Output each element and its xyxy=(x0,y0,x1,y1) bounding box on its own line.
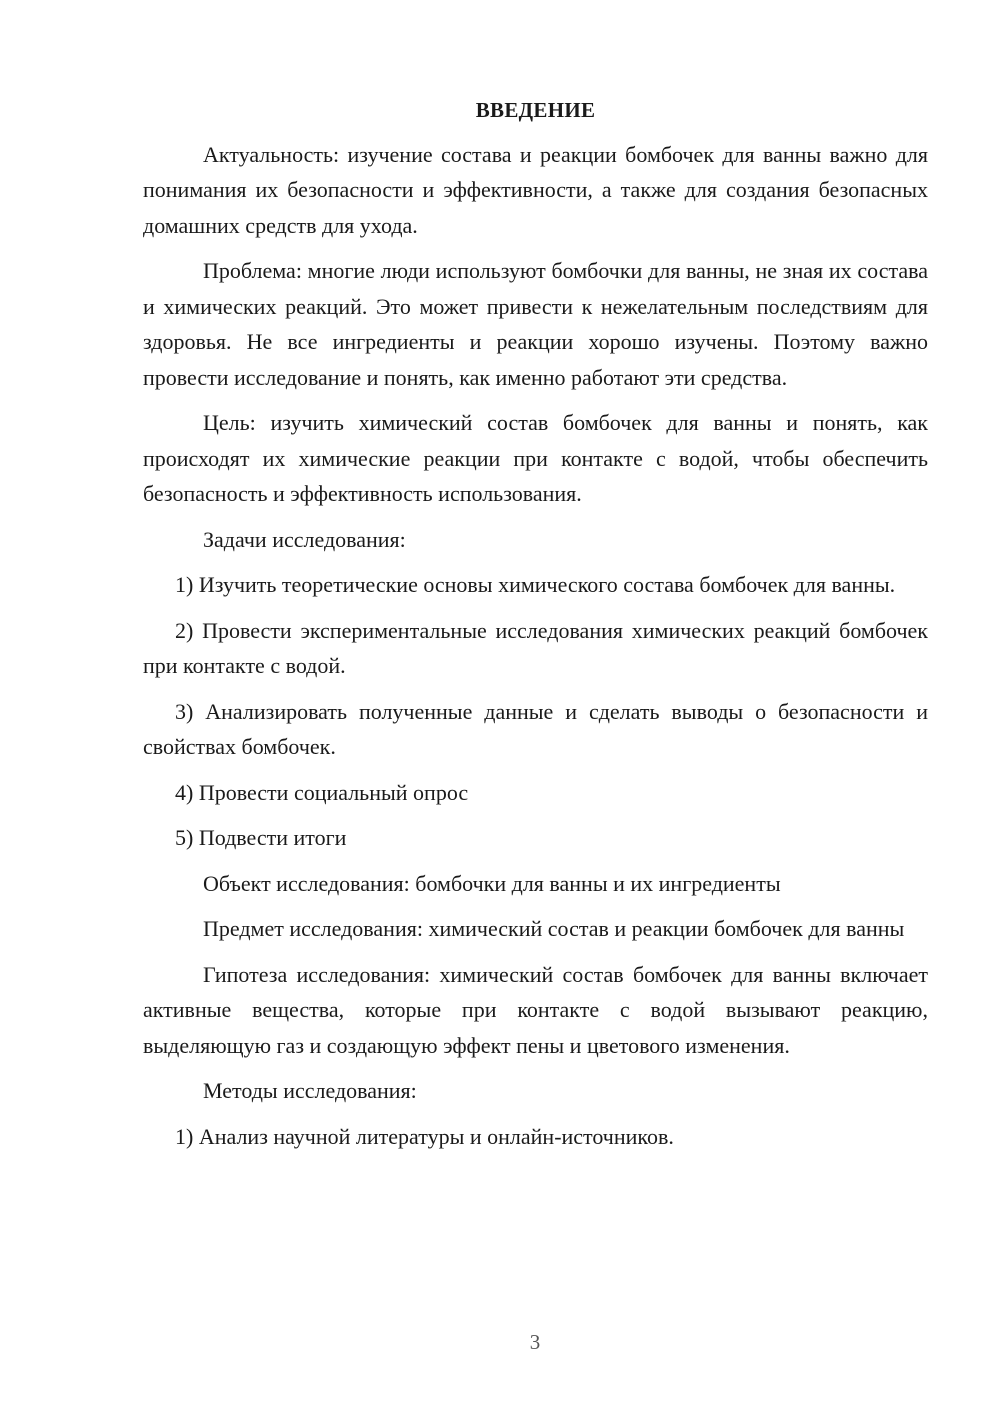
page-number: 3 xyxy=(529,1330,541,1354)
task-item-3: 3) Анализировать полученные данные и сделать выводы о безопасности и свойствах бомбочек. xyxy=(143,698,928,759)
page-title: ВВЕДЕНИЕ xyxy=(475,98,596,122)
task-item-1: 1) Изучить теоретические основы химического состава бомбочек для ванны. xyxy=(175,572,896,597)
methods-heading: Методы исследования: xyxy=(203,1078,417,1103)
paragraph-problem: Проблема: многие люди используют бомбочки для ванны, не зная их состава и химических реакций. Это может привести к нежелательным последствиям для здоровья. Не все ингредиенты и реакции хорошо изучены. Поэтому важно провести исследование и понять, как именно работают эти средства. xyxy=(143,258,928,390)
task-item-2: 2) Провести экспериментальные исследования химических реакций бомбочек при контакте с водой. xyxy=(143,617,928,678)
method-item-1: 1) Анализ научной литературы и онлайн-источников. xyxy=(175,1123,674,1149)
paragraph-subject: Предмет исследования: химический состав и реакции бомбочек для ванны xyxy=(203,916,905,941)
tasks-heading: Задачи исследования: xyxy=(203,526,406,552)
paragraph-object: Объект исследования: бомбочки для ванны и их ингредиенты xyxy=(203,870,781,896)
paragraph-hypothesis: Гипотеза исследования: химический состав бомбочек для ванны включает активные вещества, которые при контакте с водой вызывают реакцию, выделяющую газ и создающую эффект пены и цветового изменения. xyxy=(143,961,928,1058)
paragraph-goal: Цель: изучить химический состав бомбочек для ванны и понять, как происходят их химические реакции при контакте с водой, чтобы обеспечить безопасность и эффективность использования. xyxy=(143,410,928,506)
paragraph-relevance: Актуальность: изучение состава и реакции бомбочек для ванны важно для понимания их безопасности и эффективности, а также для создания безопасных домашних средств для ухода. xyxy=(143,141,928,238)
task-item-4: 4) Провести социальный опрос xyxy=(175,779,469,805)
page-content xyxy=(143,93,928,1154)
task-item-5: 5) Подвести итоги xyxy=(175,825,347,850)
